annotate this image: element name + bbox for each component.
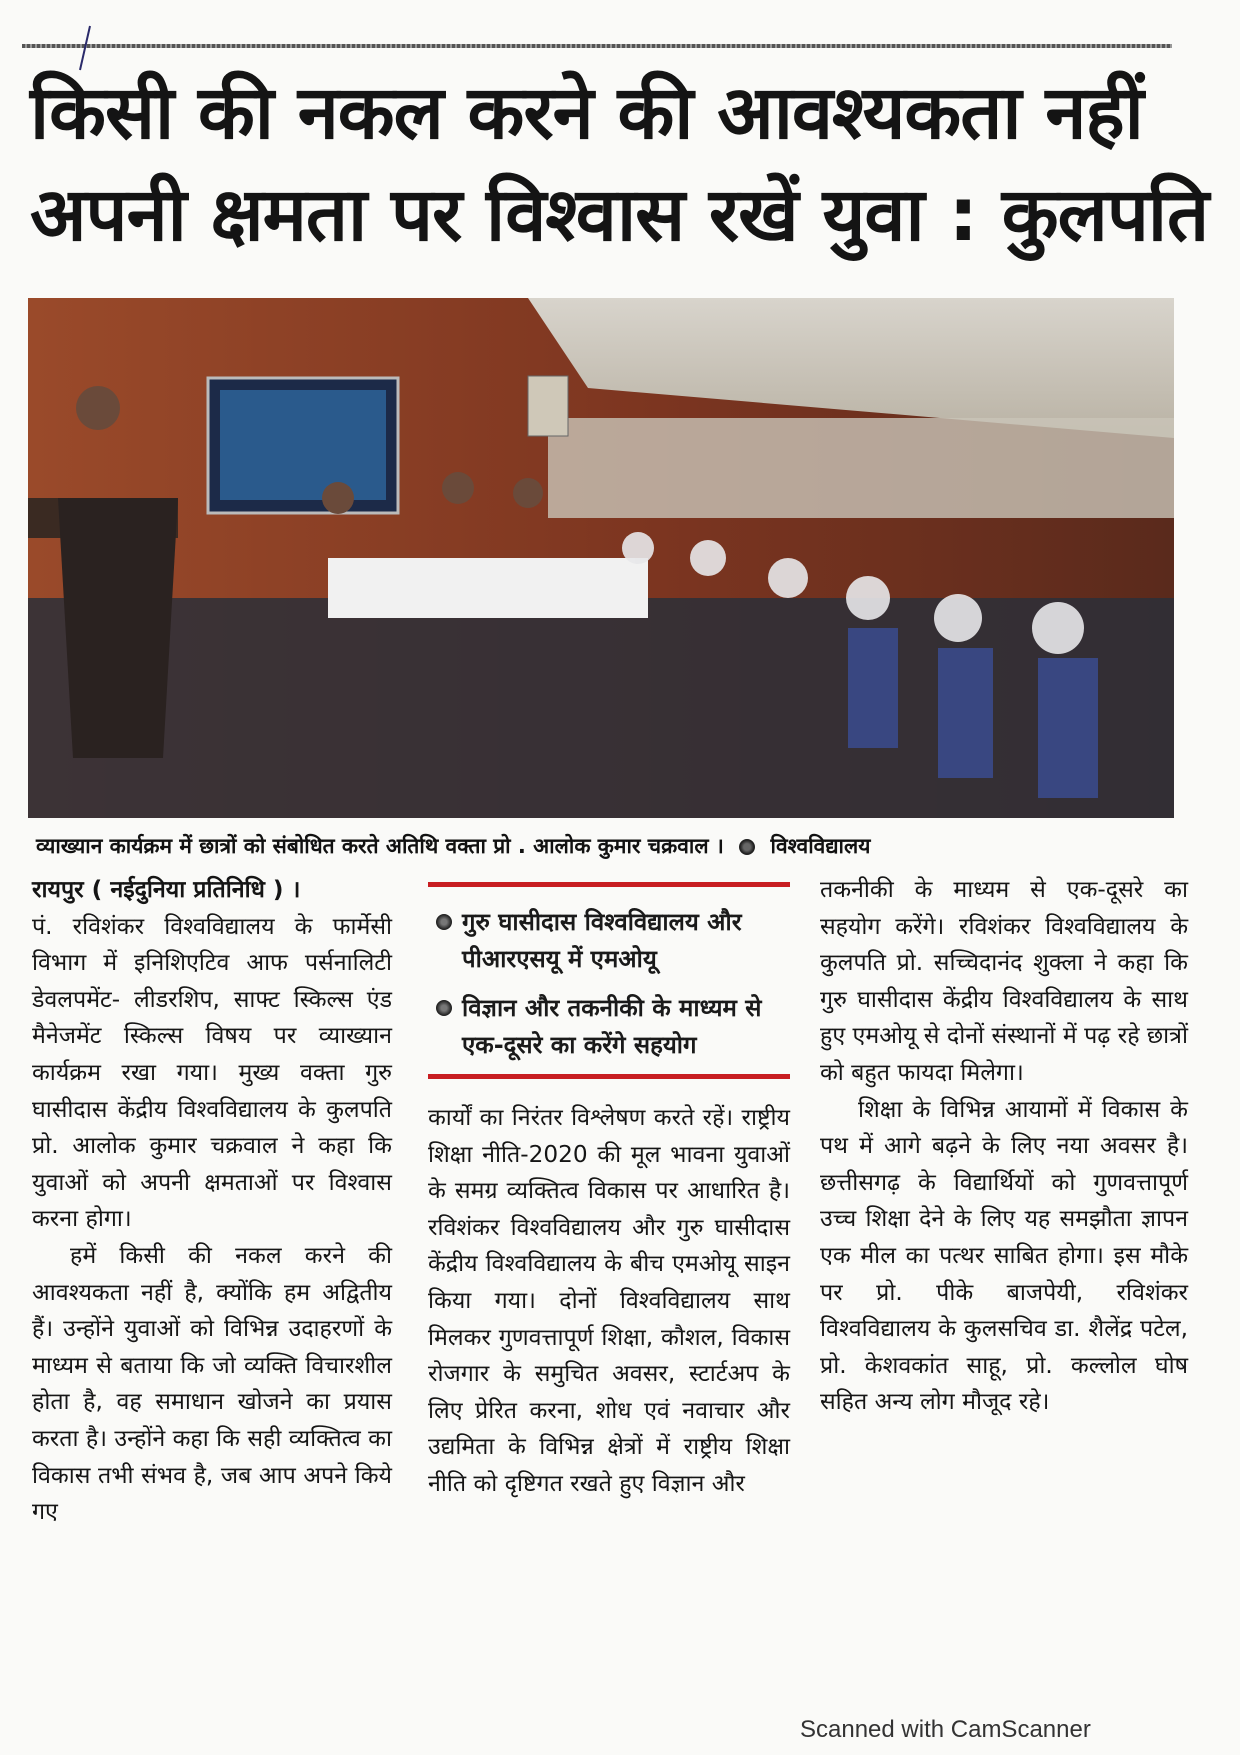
headline (30, 62, 1209, 266)
dateline: रायपुर ( नईदुनिया प्रतिनिधि ) । (32, 876, 301, 903)
column-2-paragraph-1: कार्यों का निरंतर विश्लेषण करते रहें। राष्ट्रीय शिक्षा नीति-2020 की मूल भावना युवाओं के समग्र व्यक्तित्व विकास पर आधारित है। रविशंकर विश्वविद्यालय और गुरु घासीदास केंद्रीय विश्वविद्यालय के बीच एमओयू साइन किया गया। दोनों विश्वविद्यालय साथ मिलकर गुणवत्तापूर्ण शिक्षा, कौशल, विकास रोजगार के समुचित अवसर, स्टार्टअप के लिए प्रेरित करना, शोध एवं नवाचार और उद्यमिता के विभिन्न क्षेत्रों में राष्ट्रीय शिक्षा नीति को दृष्टिगत रखते हुए विज्ञान और (428, 1104, 790, 1497)
article-column-1 (32, 872, 392, 1531)
article-column-3 (820, 872, 1188, 1421)
headline-line-1: किसी की नकल करने की आवश्यकता नहीं (30, 70, 1143, 156)
news-photo (28, 298, 1174, 818)
highlight-top-rule (428, 882, 790, 887)
highlight-text-2: विज्ञान और तकनीकी के माध्यम से एक-दूसरे का करेंगे सहयोग (462, 994, 762, 1059)
column-3-paragraph-1: तकनीकी के माध्यम से एक-दूसरे का सहयोग करेंगे। रविशंकर विश्वविद्यालय के कुलपति प्रो. सच्चिदानंद शुक्ला ने कहा कि गुरु घासीदास केंद्रीय विश्वविद्यालय के साथ हुए एमओयू से दोनों संस्थानों में पढ़ रहे छात्रों को बहुत फायदा मिलेगा। (820, 876, 1188, 1086)
highlight-item-1 (436, 904, 786, 978)
top-rule (22, 44, 1172, 48)
bullet-icon (739, 839, 755, 855)
highlight-text-1: गुरु घासीदास विश्वविद्यालय और पीआरएसयू में एमओयू (462, 908, 742, 973)
caption-credit: विश्वविद्यालय (770, 834, 871, 858)
scanner-watermark: Scanned with CamScanner (800, 1716, 1091, 1743)
highlight-box (428, 882, 790, 1082)
caption-text: व्याख्यान कार्यक्रम में छात्रों को संबोधित करते अतिथि वक्ता प्रो . आलोक कुमार चक्रवाल । (36, 834, 724, 858)
bullet-icon (436, 914, 452, 930)
column-1-paragraph-1: पं. रविशंकर विश्वविद्यालय के फार्मेसी विभाग में इनिशिएटिव आफ पर्सनालिटी डेवलपमेंट- लीडरशिप, साफ्ट स्किल्स एंड मैनेजमेंट स्किल्स विषय पर व्याख्यान कार्यक्रम रखा गया। मुख्य वक्ता गुरु घासीदास केंद्रीय विश्वविद्यालय के कुलपति प्रो. आलोक कुमार चक्रवाल ने कहा कि युवाओं को अपनी क्षमताओं पर विश्वास करना होगा। (32, 912, 392, 1233)
highlight-item-2 (436, 990, 786, 1064)
column-3-paragraph-2: शिक्षा के विभिन्न आयामों में विकास के पथ में आगे बढ़ने के लिए नया अवसर है। छत्तीसगढ़ के विद्यार्थियों को गुणवत्तापूर्ण उच्च शिक्षा देने के लिए यह समझौता ज्ञापन एक मील का पत्थर साबित होगा। इस मौके पर प्रो. पीके बाजपेयी, रविशंकर विश्वविद्यालय के कुलसचिव डा. शैलेंद्र पटेल, प्रो. केशवकांत साहू, प्रो. कल्लोल घोष सहित अन्य लोग मौजूद रहे। (820, 1095, 1188, 1416)
photo-image (28, 298, 1174, 818)
photo-caption (36, 832, 1136, 860)
column-1-paragraph-2: हमें किसी की नकल करने की आवश्यकता नहीं है, क्योंकि हम अद्वितीय हैं। उन्होंने युवाओं को विभिन्न उदाहरणों के माध्यम से बताया कि जो व्यक्ति विचारशील होता है, वह समाधान खोजने का प्रयास करता है। उन्होंने कहा कि सही व्यक्तित्व का विकास तभी संभव है, जब आप अपने किये गए (32, 1241, 392, 1526)
bullet-icon (436, 1000, 452, 1016)
headline-line-2: अपनी क्षमता पर विश्वास रखें युवा : कुलपति (30, 172, 1209, 258)
highlight-bottom-rule (428, 1074, 790, 1079)
article-column-2 (428, 1100, 790, 1503)
